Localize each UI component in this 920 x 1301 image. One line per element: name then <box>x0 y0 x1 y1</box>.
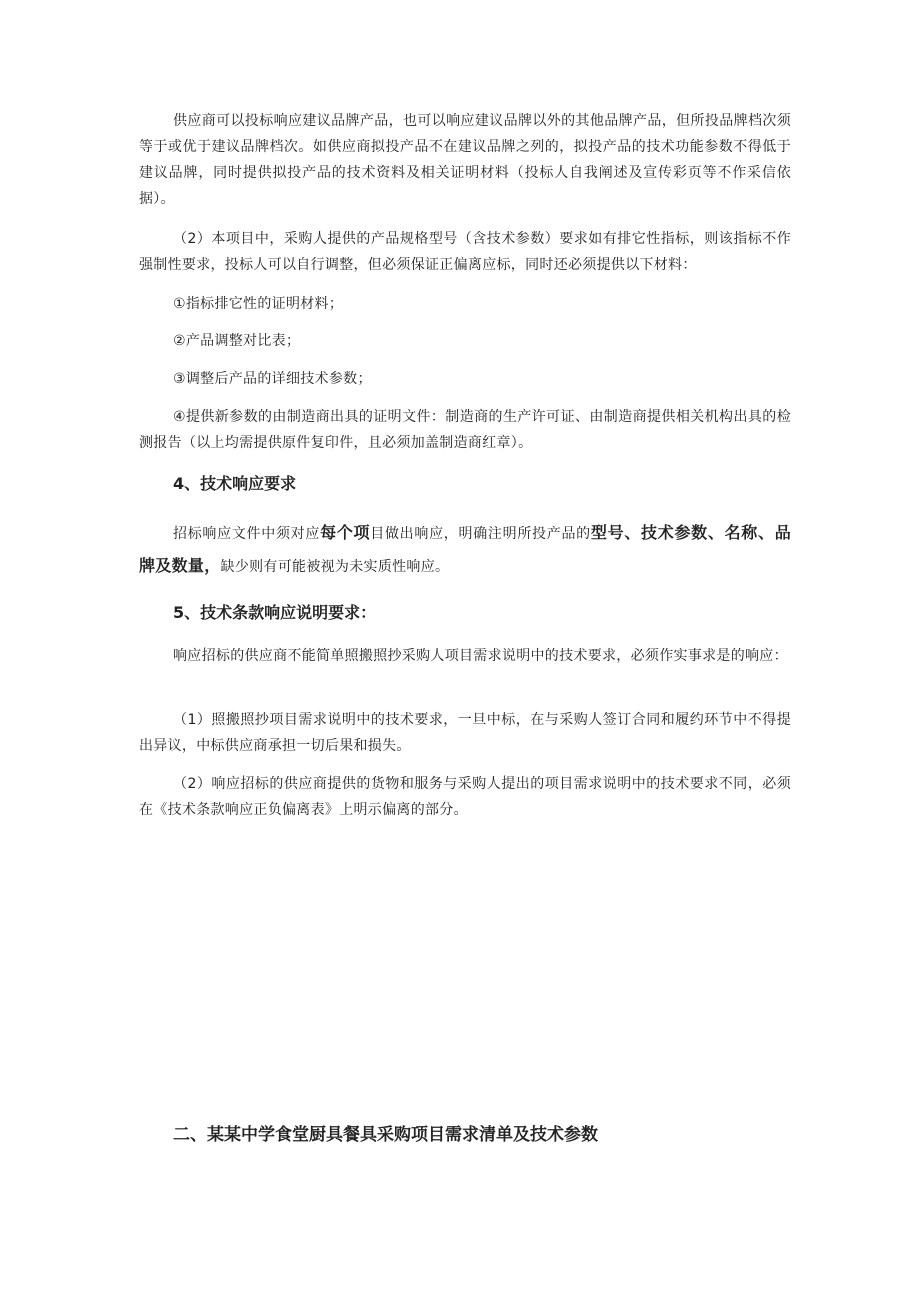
paragraph-technical-response <box>139 517 791 583</box>
paragraph-brand-requirements: 供应商可以投标响应建议品牌产品，也可以响应建议品牌以外的其他品牌产品，但所投品牌档次须等于或优于建议品牌档次。如供应商拟投产品不在建议品牌之列的，拟投产品的技术功能参数不得低于建议品牌，同时提供拟投产品的技术资料及相关证明材料（投标人自我阐述及宣传彩页等不作采信依据）。 <box>139 113 791 207</box>
list-item: ②产品调整对比表； <box>173 333 301 349</box>
main-section-heading: 二、某某中学食堂厨具餐具采购项目需求清单及技术参数 <box>173 1125 598 1145</box>
text-run: 缺少则有可能被视为未实质性响应。 <box>220 559 450 575</box>
section-heading-5: 5、技术条款响应说明要求： <box>173 603 377 622</box>
paragraph-exclusive-specs: （2）本项目中，采购人提供的产品规格型号（含技术参数）要求如有排它性指标，则该指标不作强制性要求，投标人可以自行调整，但必须保证正偏离应标，同时还必须提供以下材料： <box>139 231 791 273</box>
paragraph-response-explanation: 响应招标的供应商不能简单照搬照抄采购人项目需求说明中的技术要求，必须作实事求是的响应： <box>173 648 788 664</box>
text-run: 招标响应文件中须对应 <box>173 526 321 542</box>
paragraph-item-1: （1）照搬照抄项目需求说明中的技术要求，一旦中标，在与采购人签订合同和履约环节中不得提出异议，中标供应商承担一切后果和损失。 <box>139 712 791 754</box>
text-run: 目做出响应，明确注明所投产品的 <box>370 526 591 542</box>
list-item: ③调整后产品的详细技术参数； <box>173 371 372 387</box>
paragraph-item-2: （2）响应招标的供应商提供的货物和服务与采购人提出的项目需求说明中的技术要求不同，必须在《技术条款响应正负偏离表》上明示偏离的部分。 <box>139 776 791 818</box>
bold-text: 每个项 <box>320 523 371 542</box>
list-item: ①指标排它性的证明材料； <box>173 296 344 312</box>
list-item: ④提供新参数的由制造商出具的证明文件：制造商的生产许可证、由制造商提供相关机构出具的检测报告（以上均需提供原件复印件，且必须加盖制造商红章）。 <box>139 409 791 451</box>
section-heading-4: 4、技术响应要求 <box>173 474 297 493</box>
bold-text: 型号、技术参数、名称、品牌及数量， <box>139 523 792 575</box>
